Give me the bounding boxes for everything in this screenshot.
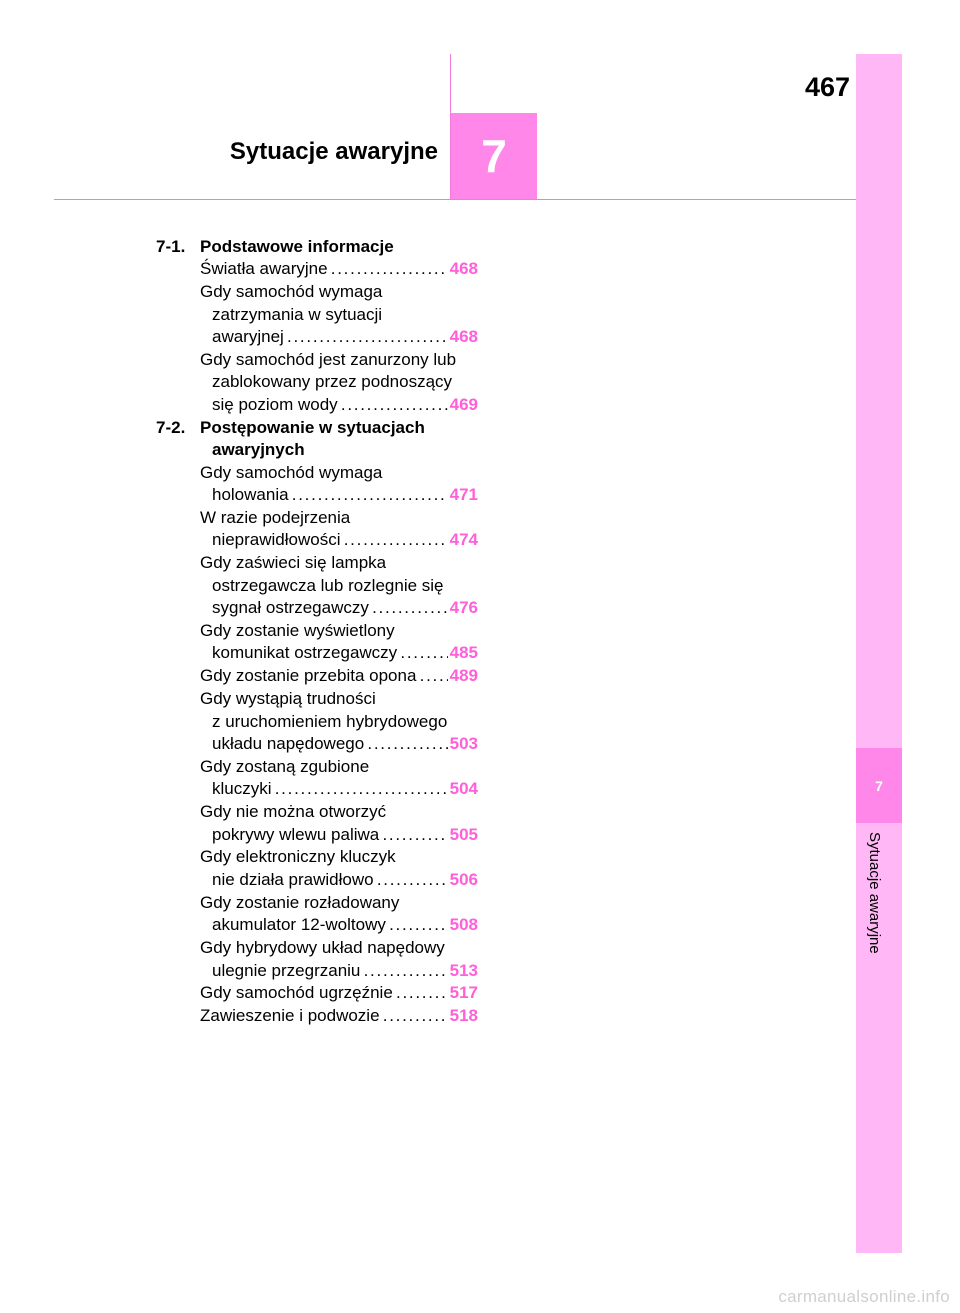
toc-page-link[interactable]: 469 [449,394,478,414]
toc-page-link[interactable]: 468 [449,327,478,347]
side-tab-chapter-number[interactable]: 7 [856,748,902,823]
toc-page-link[interactable]: 505 [449,824,478,844]
toc-page-link[interactable]: 506 [449,869,478,889]
toc-entry-text: się poziom wody . . . [212,394,448,416]
toc-entry[interactable] [200,982,478,1004]
toc-entry-text: Gdy nie można otworzyć [200,802,387,822]
toc-entry-text: nieprawidłowości . . . [212,529,448,551]
toc-entry-text: W razie podejrzenia [200,507,351,527]
toc-entry-text: Gdy elektroniczny kluczyk [200,847,396,867]
toc-entry-text: układu napędowego . . . [212,733,448,755]
toc-entry-text: Gdy zaświeci się lampka [200,553,387,573]
toc-entry-text: Gdy samochód wymaga [200,462,383,482]
toc-entry-text: Gdy zostanie rozładowany [200,892,400,912]
header-horizontal-rule [54,199,856,200]
toc-section-heading [156,417,478,462]
toc-entry-text: Gdy samochód ugrzęźnie . . . [200,982,448,1004]
toc-entry-text: pokrywy wlewu paliwa . . . [212,824,448,846]
toc-section-title [200,417,478,462]
page-number: 467 [804,72,850,102]
toc-entry[interactable] [200,258,478,280]
toc-entry-text: kluczyki . . . [212,778,448,800]
toc-entry-text: Gdy wystąpią trudności [200,689,376,709]
toc-entry-text: awaryjnej . . . [212,326,448,348]
toc-entry[interactable] [200,665,478,687]
toc-entry[interactable] [200,620,478,665]
toc-entry[interactable] [200,349,478,416]
toc-page-link[interactable]: 503 [449,733,478,753]
toc-page-link[interactable]: 474 [449,530,478,550]
toc-entry[interactable] [200,507,478,552]
toc-entry[interactable] [200,846,478,891]
toc-entry-text: Gdy samochód wymaga [200,282,383,302]
toc-entry-text: Światła awaryjne . . . [200,258,448,280]
toc-entry[interactable] [200,281,478,348]
toc-entry-text: Gdy zostanie przebita opona . . . [200,665,448,687]
toc-entry-text: Zawieszenie i podwozie . . . [200,1005,448,1027]
toc-page-link[interactable]: 471 [449,484,478,504]
watermark: carmanualsonline.info [778,1287,950,1306]
toc-entry-text: Gdy hybrydowy układ napędowy [200,938,445,958]
toc-entry[interactable] [200,756,478,801]
toc-entry-text: sygnał ostrzegawczy . . . [212,597,448,619]
toc-page-link[interactable]: 517 [449,983,478,1003]
toc-entry-text: zatrzymania w sytuacji [212,304,383,324]
table-of-contents [156,236,478,1028]
chapter-title: Sytuacje awaryjne [229,138,438,165]
toc-entry-text: z uruchomieniem hybrydowego [212,711,448,731]
toc-page-link[interactable]: 485 [449,643,478,663]
toc-entry-text: Gdy zostanie wyświetlony [200,620,395,640]
toc-section-title [200,236,478,258]
toc-entry-text: Gdy zostaną zgubione [200,756,370,776]
toc-entry-text: holowania . . . [212,484,448,506]
toc-section-title-line: Podstawowe informacje [200,237,394,256]
toc-entry-text: ostrzegawcza lub rozlegnie się [212,575,444,595]
toc-entry-text: ulegnie przegrzaniu . . . [212,960,448,982]
toc-entry[interactable] [200,937,478,982]
toc-section-entries [156,462,478,1028]
toc-entry-text: komunikat ostrzegawczy . . . [212,642,448,664]
toc-entry[interactable] [200,688,478,755]
toc-entry[interactable] [200,1005,478,1027]
toc-page-link[interactable]: 476 [449,598,478,617]
side-tab-chapter-label: Sytuacje awaryjne [866,832,883,954]
toc-section-title-line: awaryjnych [212,440,305,460]
side-thumb-tab [856,54,902,1253]
toc-entry[interactable] [200,462,478,507]
toc-page-link[interactable]: 513 [449,960,478,980]
toc-page-link[interactable]: 468 [449,259,478,279]
toc-section-entries [156,258,478,416]
toc-section-title-line: Postępowanie w sytuacjach [200,417,425,437]
toc-entry-text: akumulator 12-woltowy . . . [212,914,448,936]
toc-section-heading [156,236,478,258]
toc-entry-text: Gdy samochód jest zanurzony lub [200,350,457,370]
toc-page-link[interactable]: 508 [449,915,478,935]
toc-entry[interactable] [200,552,478,619]
chapter-number-box: 7 [451,113,537,199]
toc-entry-text: zablokowany przez podnoszący [212,372,453,392]
toc-section-number: 7-1. [156,237,186,256]
toc-entry[interactable] [200,892,478,937]
toc-entry[interactable] [200,801,478,846]
toc-page-link[interactable]: 518 [449,1006,478,1026]
toc-section-number: 7-2. [156,417,186,437]
toc-entry-text: nie działa prawidłowo . . . [212,869,448,891]
toc-page-link[interactable]: 504 [449,779,478,799]
toc-page-link[interactable]: 489 [449,666,478,686]
